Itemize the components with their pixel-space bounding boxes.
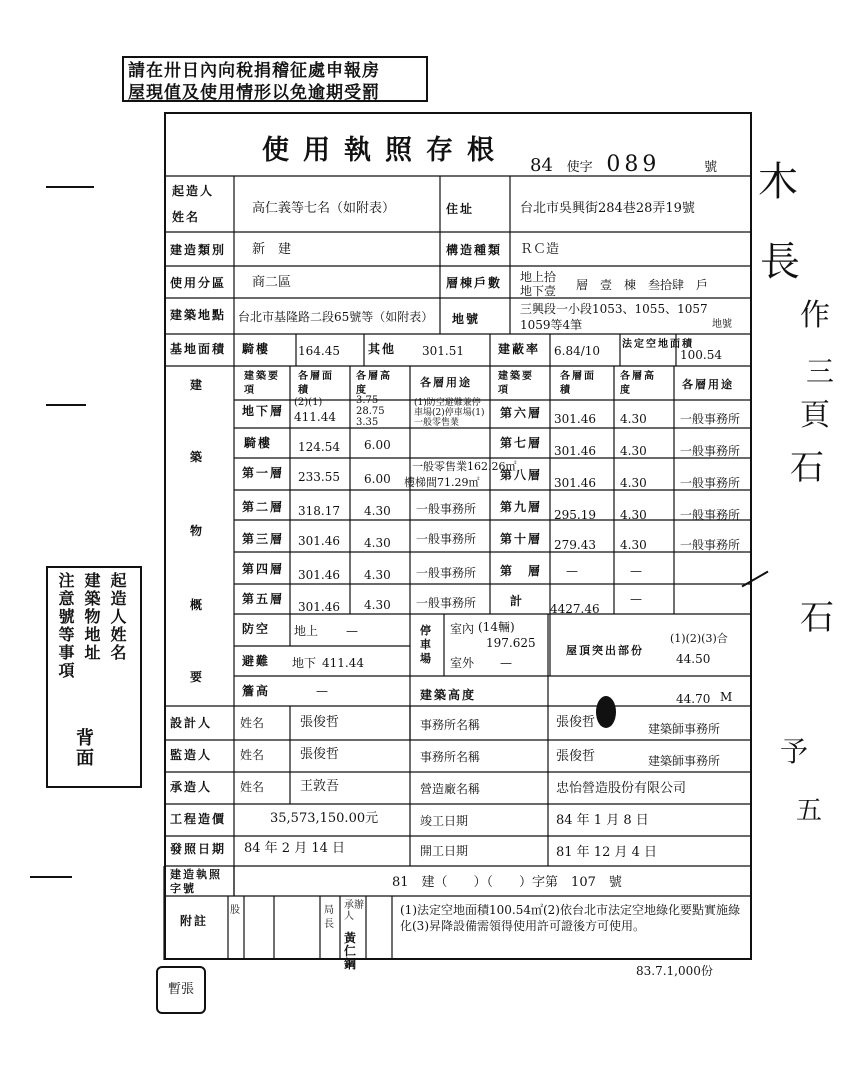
row-f9: 第九層	[500, 500, 543, 514]
f1-area: 233.55	[298, 470, 340, 484]
plot-line-1: 三興段一小段1053、1055、1057	[520, 302, 708, 316]
hand-mark-9: 五	[796, 796, 823, 826]
total-height: —	[630, 592, 642, 606]
bsmt-note: (2)(1)	[294, 397, 323, 408]
label-other: 其他	[368, 342, 397, 356]
f1-use-1: 一般零售業162.26㎡	[412, 460, 517, 473]
f6-height: 4.30	[620, 412, 647, 426]
side-col-3: 注意號等事項	[56, 572, 75, 680]
f10-area: 279.43	[554, 538, 596, 552]
hand-mark-6: 石	[790, 448, 824, 488]
bsmt-h3: 3.35	[356, 417, 379, 428]
label-designer-name: 姓名	[240, 716, 265, 730]
label-below: 地下	[292, 656, 317, 670]
bldg-height: 44.70	[676, 692, 711, 706]
complete-date: 84 年 1 月 8 日	[556, 813, 649, 828]
arcade2-height: 6.00	[364, 438, 391, 452]
label-build-type: 建造類別	[170, 243, 227, 257]
designer-name: 張俊哲	[300, 715, 340, 730]
row-f10: 第十層	[500, 532, 543, 546]
roof-area: 44.50	[676, 652, 711, 666]
bsmt-use: (1)防空避難兼停車場(2)停車場(1)一般零售業	[414, 398, 485, 428]
label-indoor: 室內	[450, 622, 475, 636]
f6-use: 一般事務所	[680, 412, 741, 426]
label-base-area: 基地面積	[170, 342, 227, 356]
row-basement: 地下層	[242, 404, 285, 418]
label-open-area: 法定空地面積	[622, 339, 694, 350]
f10-use: 一般事務所	[680, 538, 741, 552]
label-refuge: 避難	[242, 654, 271, 668]
label-bldg-1: 建	[190, 378, 205, 392]
col-area-right: 各層面積	[560, 371, 596, 396]
start-date: 81 年 12 月 4 日	[556, 845, 658, 860]
label-roof: 屋頂突出部份	[566, 644, 644, 657]
label-complete: 竣工日期	[420, 814, 469, 828]
row-ftop: 第 層	[500, 564, 543, 578]
label-zone: 使用分區	[170, 276, 227, 290]
refuge-below: 411.44	[322, 656, 364, 670]
label-bldg-2: 築	[190, 450, 205, 464]
plot-line-2: 1059等4筆	[520, 318, 583, 332]
f7-use: 一般事務所	[680, 444, 741, 458]
label-designer: 設計人	[170, 716, 213, 730]
ink-blot	[596, 696, 616, 728]
label-site: 建築地點	[170, 308, 227, 322]
label-bldg-3: 物	[190, 524, 205, 538]
bsmt-area: 411.44	[294, 410, 336, 424]
bsmt-h2: 28.75	[356, 406, 385, 417]
label-supervisor-name: 姓名	[240, 748, 265, 762]
shelter-above: —	[346, 624, 358, 638]
label-bldg-5: 要	[190, 670, 205, 684]
builder-name: 高仁義等七名（如附表）	[252, 201, 396, 216]
arcade-area: 164.45	[298, 344, 340, 358]
side-col-2: 建築物地址	[82, 572, 101, 662]
f6-area: 301.46	[554, 412, 596, 426]
label-company: 營造廠名稱	[420, 782, 481, 796]
designer-office: 張俊哲	[556, 715, 596, 730]
floors-below: 地下壹	[520, 284, 557, 298]
label-bldg-4: 概	[190, 598, 205, 612]
label-above: 地上	[294, 624, 319, 638]
hand-mark-4: 三	[806, 355, 835, 388]
margin-mark-1	[46, 186, 94, 188]
print-info: 83.7.1,000份	[636, 964, 713, 978]
col-area-left: 各層面積	[298, 371, 334, 396]
label-issue: 發照日期	[170, 842, 227, 856]
contractor-name: 王敦吾	[300, 779, 340, 794]
form-title: 使用執照存根	[262, 135, 508, 166]
margin-mark-2	[46, 404, 86, 406]
plot-line-3: 地號	[712, 319, 732, 330]
issue-date: 84 年 2 月 14 日	[244, 841, 346, 856]
hand-mark-7: 石	[800, 598, 834, 638]
supervisor-name: 張俊哲	[300, 747, 340, 762]
label-cost: 工程造價	[170, 812, 227, 826]
row-arcade: 騎樓	[244, 436, 273, 450]
total-area: 4427.46	[550, 602, 600, 616]
unit-m: M	[720, 690, 733, 704]
label-parking: 停車場	[420, 624, 433, 665]
side-col-1: 起造人姓名	[108, 572, 127, 662]
supervisor-office: 張俊哲	[556, 749, 596, 764]
sign-officer: 承辦人	[344, 900, 364, 922]
floors-units: 層 壹 棟 叁拾肆 戶	[576, 278, 709, 292]
label-structure: 構造種類	[446, 243, 503, 257]
col-item-right: 建築要項	[498, 371, 534, 396]
label-supervisor: 監造人	[170, 748, 213, 762]
permit-word: 使字	[566, 160, 593, 175]
row-f5: 第五層	[242, 592, 285, 606]
coverage: 6.84/10	[554, 344, 601, 358]
f4-height: 4.30	[364, 568, 391, 582]
f9-height: 4.30	[620, 508, 647, 522]
label-outdoor: 室外	[450, 656, 475, 670]
label-builder: 起造人	[172, 184, 215, 198]
open-area: 100.54	[680, 348, 722, 362]
label-bldg-height: 建築高度	[420, 688, 477, 702]
ftop-height: —	[630, 564, 642, 578]
col-item-left: 建築要項	[244, 371, 280, 396]
label-name: 姓名	[172, 210, 201, 224]
park-outdoor: —	[500, 656, 512, 670]
row-f2: 第二層	[242, 500, 285, 514]
permit-no: 089	[606, 152, 661, 177]
label-floors-units: 層棟戶數	[446, 276, 503, 290]
f8-height: 4.30	[620, 476, 647, 490]
side-note-box	[46, 566, 142, 788]
f4-area: 301.46	[298, 568, 340, 582]
f7-area: 301.46	[554, 444, 596, 458]
notice-line-2: 屋現值及使用情形以免逾期受罰	[128, 83, 380, 103]
designer-office-suffix: 建築師事務所	[648, 722, 721, 736]
col-use-left: 各層用途	[420, 376, 472, 389]
contractor-company: 忠怡營造股份有限公司	[556, 781, 687, 796]
hand-mark-3: 作	[800, 298, 830, 333]
f3-use: 一般事務所	[416, 532, 477, 546]
hand-mark-2: 長	[760, 239, 800, 285]
permit-year: 84	[530, 155, 553, 176]
f8-area: 301.46	[554, 476, 596, 490]
row-f4: 第四層	[242, 562, 285, 576]
label-contractor-name: 姓名	[240, 780, 265, 794]
label-supervisor-office: 事務所名稱	[420, 750, 481, 764]
arcade2-area: 124.54	[298, 440, 340, 454]
f8-use: 一般事務所	[680, 476, 741, 490]
roof-value: (1)(2)(3)合	[670, 632, 728, 645]
row-f6: 第六層	[500, 406, 543, 420]
remark-text: (1)法定空地面積100.54㎡(2)依台北市法定空地綠化要點實施綠化(3)昇降設備需領得使用許可證後方可使用。	[400, 903, 740, 933]
seal-stamp: 暫張	[156, 966, 206, 1014]
row-f3: 第三層	[242, 532, 285, 546]
label-coverage: 建蔽率	[498, 342, 541, 356]
f2-area: 318.17	[298, 504, 340, 518]
build-type: 新 建	[252, 242, 292, 257]
col-use-right: 各層用途	[682, 378, 734, 391]
f3-area: 301.46	[298, 534, 340, 548]
col-height-right: 各層高度	[620, 371, 656, 396]
f4-use: 一般事務所	[416, 566, 477, 580]
eave-value: —	[316, 684, 328, 698]
margin-mark-3	[30, 876, 72, 878]
col-height-left: 各層高度	[356, 371, 392, 396]
floors-above: 地上拾	[520, 270, 557, 284]
cost: 35,573,150.00元	[270, 811, 379, 826]
supervisor-office-suffix: 建築師事務所	[648, 754, 721, 768]
site-address: 台北市基隆路二段65號等（如附表）	[238, 310, 434, 324]
f9-use: 一般事務所	[680, 508, 741, 522]
label-start: 開工日期	[420, 844, 469, 858]
f3-height: 4.30	[364, 536, 391, 550]
sign-chief: 局長	[324, 905, 334, 930]
hand-mark-8: 予	[780, 735, 809, 768]
f7-height: 4.30	[620, 444, 647, 458]
hand-mark-1: 木	[758, 159, 798, 205]
label-arcade: 騎樓	[242, 342, 271, 356]
f2-use: 一般事務所	[416, 502, 477, 516]
side-back: 背面	[73, 728, 94, 768]
f5-area: 301.46	[298, 600, 340, 614]
row-f7: 第七層	[500, 436, 543, 450]
other-area: 301.51	[422, 344, 464, 358]
zone: 商二區	[252, 275, 292, 290]
f5-height: 4.30	[364, 598, 391, 612]
structure: ＲＣ造	[520, 242, 560, 257]
hand-mark-5: 頁	[800, 398, 830, 433]
row-f8: 第八層	[500, 468, 543, 482]
f10-height: 4.30	[620, 538, 647, 552]
f2-height: 4.30	[364, 504, 391, 518]
bsmt-h1: 3.75	[356, 395, 379, 406]
ftop-area: —	[566, 564, 578, 578]
label-shelter: 防空	[242, 622, 271, 636]
row-f1: 第一層	[242, 466, 285, 480]
sign-chief-name: 黃仁鋼	[344, 931, 357, 971]
label-permit-no: 建造執照字號	[170, 868, 222, 895]
f5-use: 一般事務所	[416, 596, 477, 610]
builder-address: 台北市吳興街284巷28弄19號	[520, 201, 695, 216]
permit-ref: 81 建（ ）（ ）字第 107 號	[392, 875, 622, 890]
sign-section: 股	[230, 905, 240, 916]
notice-line-1: 請在卅日內向稅捐稽征處申報房	[128, 61, 380, 81]
label-contractor: 承造人	[170, 780, 213, 794]
label-eave: 簷高	[242, 684, 271, 698]
f9-area: 295.19	[554, 508, 596, 522]
f1-height: 6.00	[364, 472, 391, 486]
label-plot: 地號	[452, 312, 481, 326]
park-indoor: (14輛)	[478, 620, 515, 634]
row-total: 計	[510, 594, 525, 608]
permit-suffix: 號	[704, 160, 718, 175]
label-address: 住址	[446, 202, 475, 216]
park-indoor-area: 197.625	[486, 636, 536, 650]
f1-use-2: 樓梯間71.29㎡	[404, 476, 480, 489]
label-designer-office: 事務所名稱	[420, 718, 481, 732]
label-remarks: 附註	[180, 914, 209, 928]
